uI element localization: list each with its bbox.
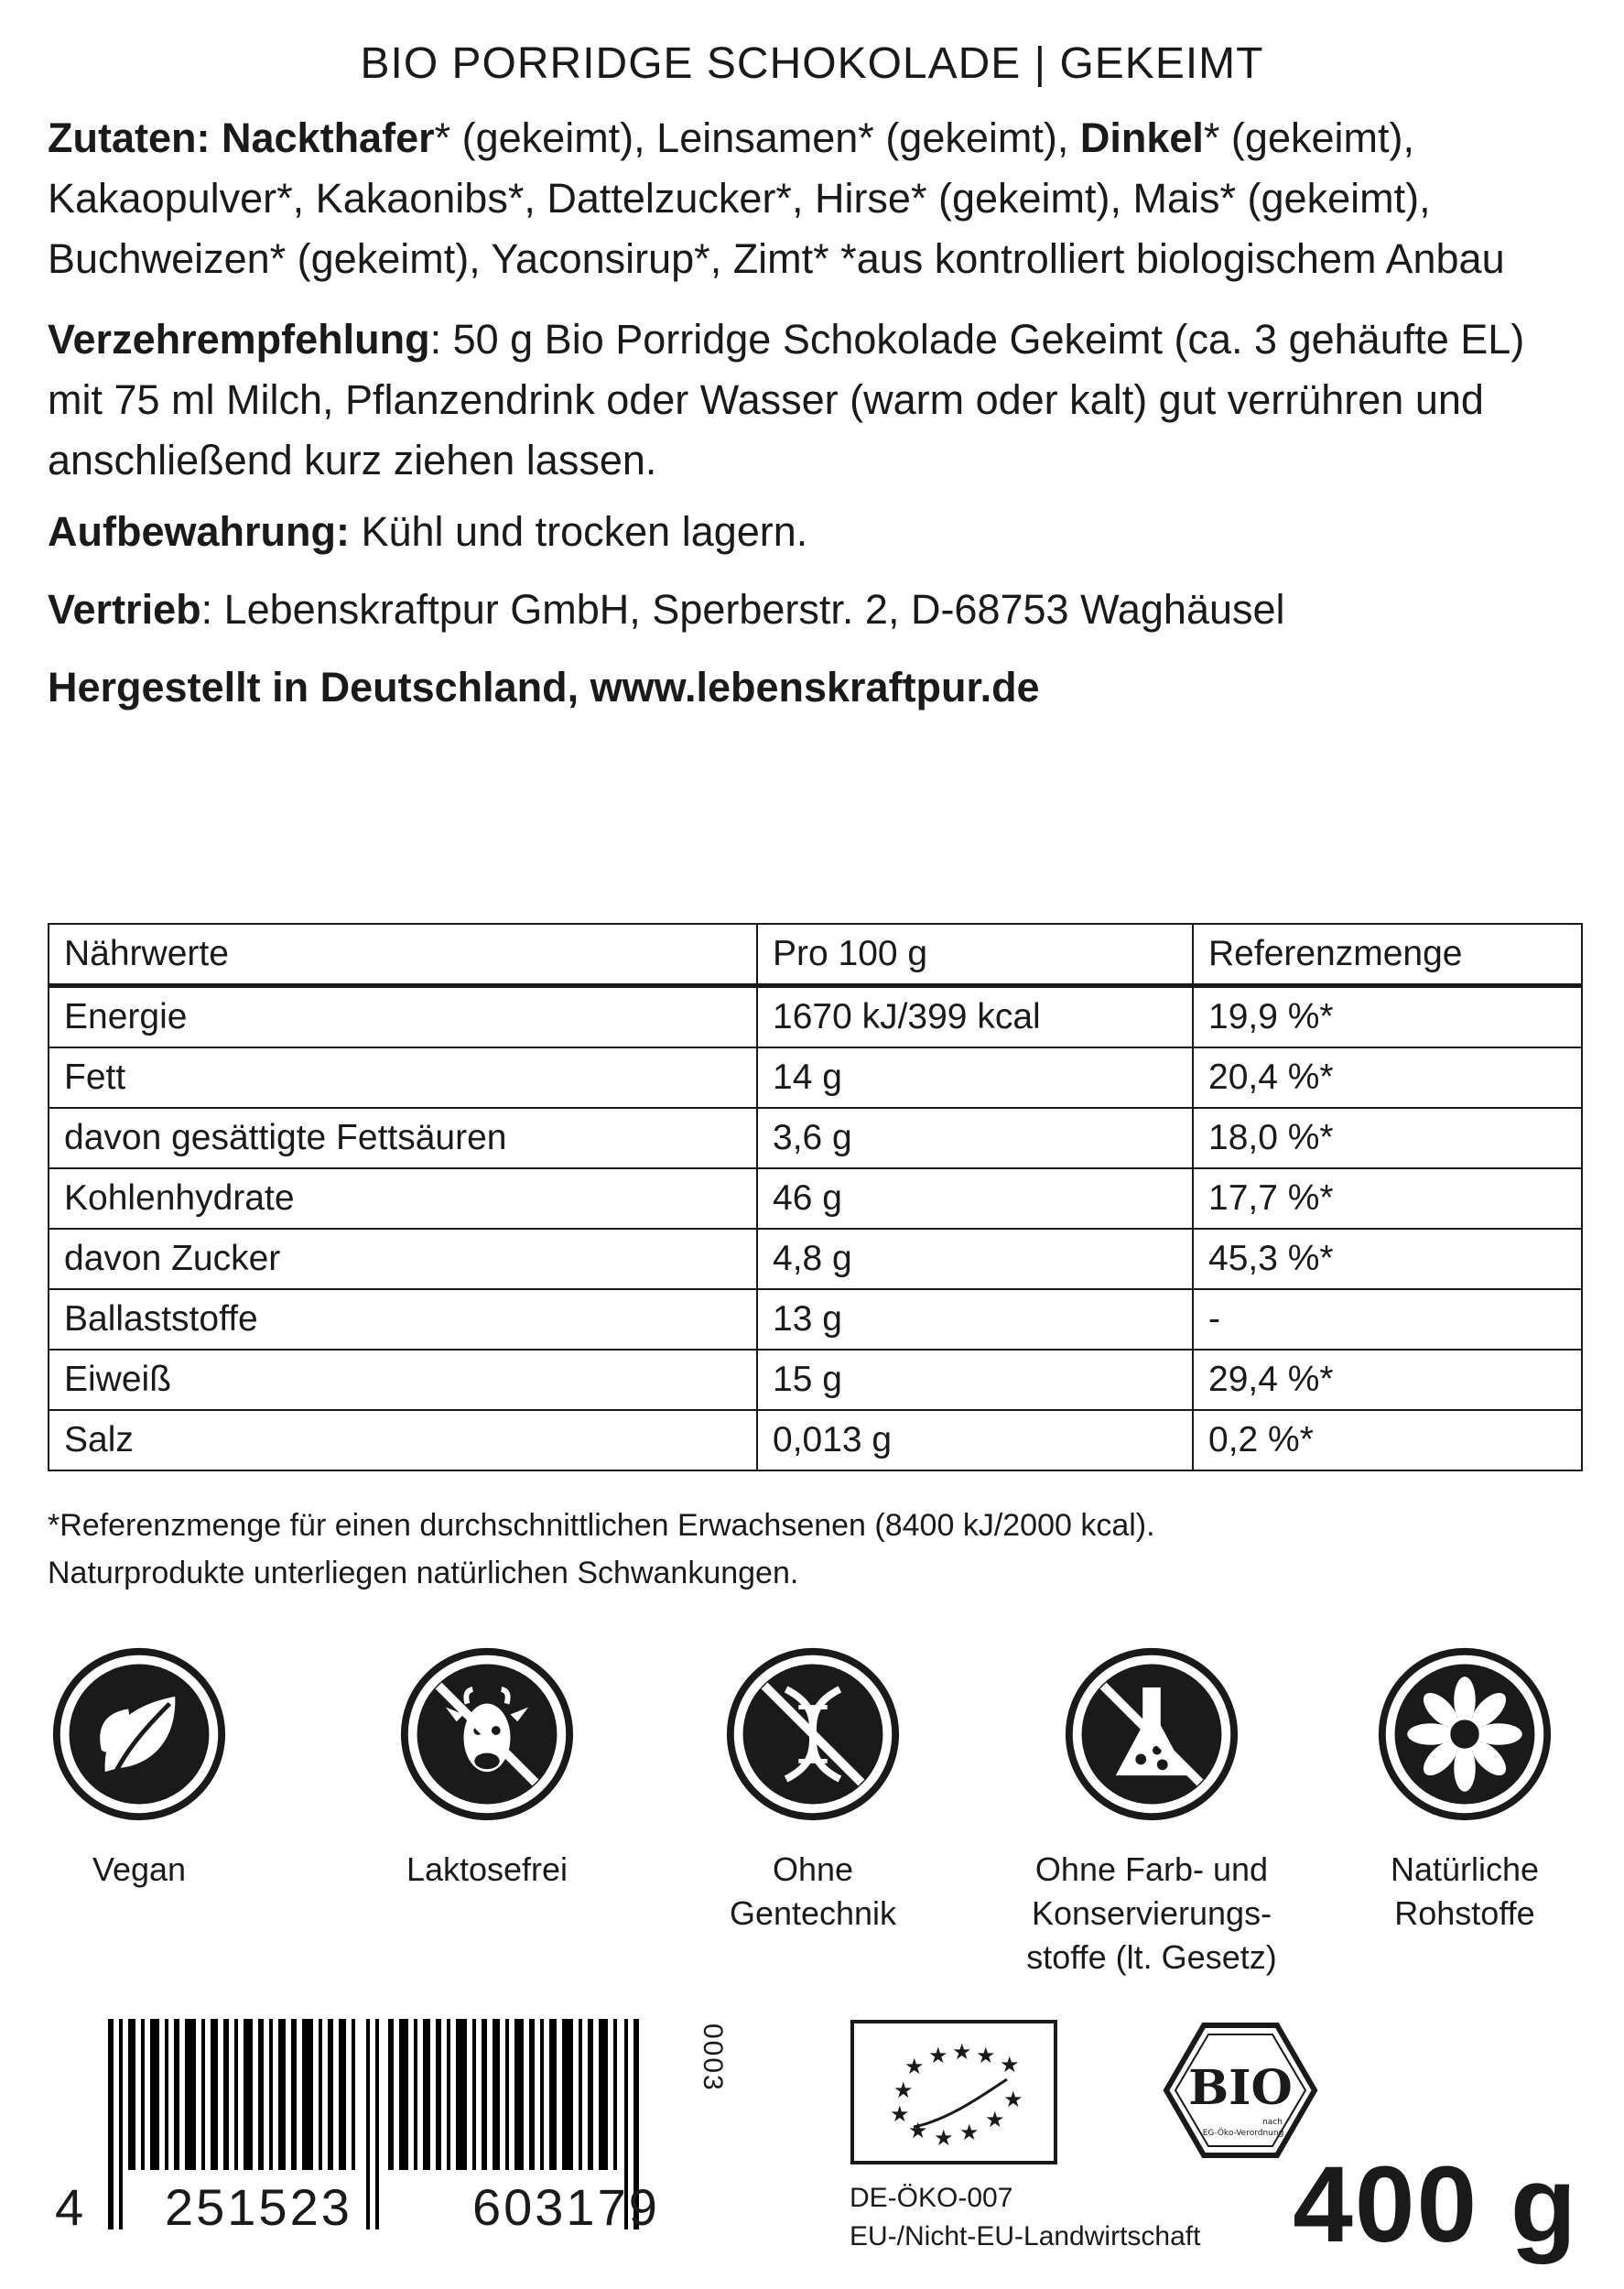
eu-control-code: DE-ÖKO-007 xyxy=(850,2183,1013,2213)
nutrient-name: Energie xyxy=(49,986,757,1048)
table-row xyxy=(49,986,1582,1048)
svg-text:★: ★ xyxy=(985,2107,1005,2132)
recommendation-label: Verzehrempfehlung xyxy=(48,316,430,363)
nutrient-value: 3,6 g xyxy=(757,1108,1193,1168)
svg-text:★: ★ xyxy=(976,2043,996,2068)
badge-vegan xyxy=(2,1644,276,1892)
nutrient-value: 1670 kJ/399 kcal xyxy=(757,986,1193,1048)
badge-natural-label: Natürliche Rohstoffe xyxy=(1390,1850,1540,1932)
recommendation xyxy=(48,309,1586,491)
svg-text:★: ★ xyxy=(1000,2052,1020,2077)
ingredient-nackthafer: Nackthafer xyxy=(222,114,435,161)
nutrient-reference: 29,4 %* xyxy=(1193,1350,1582,1410)
svg-text:★: ★ xyxy=(959,2120,980,2145)
nutrient-value: 4,8 g xyxy=(757,1229,1193,1289)
nutrient-reference: 0,2 %* xyxy=(1193,1410,1582,1470)
header-naehrwerte: Nährwerte xyxy=(49,924,757,986)
ingredients-text-2: * (gekeimt), Kakaopulver*, Kakaonibs*, Dattelzucker*, Hirse* (gekeimt), Mais* (gekeimt), Buchweizen* (gekeimt), Yaconsirup*, Zimt* *aus kontrolliert biologischem Anbau xyxy=(48,114,1505,282)
bio-seal-line-2: EG-Öko-Verordnung xyxy=(1202,2129,1284,2138)
eu-origin: EU-/Nicht-EU-Landwirtschaft xyxy=(850,2221,1201,2251)
svg-text:★: ★ xyxy=(934,2125,954,2151)
table-row xyxy=(49,1168,1582,1229)
nutrient-reference: 17,7 %* xyxy=(1193,1168,1582,1229)
nutrient-name: Fett xyxy=(49,1047,757,1108)
nutrient-name: davon Zucker xyxy=(49,1229,757,1289)
svg-text:★: ★ xyxy=(890,2101,910,2127)
badge-vegan-label: Vegan xyxy=(92,1850,187,1888)
distributor-text: : Lebenskraftpur GmbH, Sperberstr. 2, D-68753 Waghäusel xyxy=(200,586,1285,633)
barcode-group-1: 251523 xyxy=(165,2178,352,2236)
table-row xyxy=(49,1410,1582,1470)
table-row xyxy=(49,1047,1582,1108)
ingredients-text-1: * (gekeimt), Leinsamen* (gekeimt), xyxy=(434,114,1080,161)
footnote-natural: Naturprodukte unterliegen natürlichen Schwankungen. xyxy=(48,1556,799,1590)
distributor-label: Vertrieb xyxy=(48,586,201,633)
barcode-group-2: 603179 xyxy=(472,2178,660,2236)
made-in xyxy=(48,657,1586,718)
ingredient-dinkel: Dinkel xyxy=(1079,114,1204,161)
storage-text: Kühl und trocken lagern. xyxy=(349,508,808,555)
no-cow-icon xyxy=(397,1644,577,1824)
svg-text:★: ★ xyxy=(908,2118,928,2143)
nutrient-value: 14 g xyxy=(757,1047,1193,1108)
ingredients xyxy=(48,108,1586,289)
badge-lactose-free-label: Laktosefrei xyxy=(406,1850,568,1888)
nutrient-name: davon gesättigte Fettsäuren xyxy=(49,1108,757,1168)
svg-text:★: ★ xyxy=(893,2077,914,2103)
nutrient-name: Eiweiß xyxy=(49,1350,757,1410)
eu-organic-logo xyxy=(850,2019,1058,2165)
bio-seal-line-1: nach xyxy=(1262,2118,1283,2127)
storage xyxy=(48,502,1586,562)
product-title: BIO PORRIDGE SCHOKOLADE | GEKEIMT xyxy=(360,39,1264,88)
footnote-reference: *Referenzmenge für einen durchschnittlichen Erwachsenen (8400 kJ/2000 kcal). xyxy=(48,1508,1155,1543)
storage-label: Aufbewahrung: xyxy=(48,508,350,555)
nutrient-reference: 18,0 %* xyxy=(1193,1108,1582,1168)
badge-natural xyxy=(1327,1644,1602,1936)
table-row xyxy=(49,1108,1582,1168)
nutrition-header-row xyxy=(49,924,1582,986)
made-in-text: Hergestellt in Deutschland, www.lebenskraftpur.de xyxy=(48,664,1040,711)
bio-seal-word: BIO xyxy=(1188,2060,1293,2116)
barcode-side-number: 0003 xyxy=(698,2023,728,2092)
nutrient-value: 0,013 g xyxy=(757,1410,1193,1470)
nutrient-name: Kohlenhydrate xyxy=(49,1168,757,1229)
eu-label-text xyxy=(850,2179,1200,2256)
badge-lactose-free xyxy=(350,1644,624,1892)
nutrition-table xyxy=(48,923,1583,1471)
nutrient-value: 15 g xyxy=(757,1350,1193,1410)
table-row xyxy=(49,1289,1582,1350)
bio-seal-logo xyxy=(1163,2022,1318,2159)
badge-no-gmo xyxy=(676,1644,950,1936)
nutrient-value: 46 g xyxy=(757,1168,1193,1229)
nutrient-reference: - xyxy=(1193,1289,1582,1350)
badge-no-additives xyxy=(1014,1644,1289,1980)
svg-text:★: ★ xyxy=(904,2054,925,2079)
ingredients-label: Zutaten: xyxy=(48,114,211,161)
svg-text:★: ★ xyxy=(1003,2087,1023,2112)
recommendation-text: : 50 g Bio Porridge Schokolade Gekeimt (ca. 3 gehäufte EL) mit 75 ml Milch, Pflanzendrink oder Wasser (warm oder kalt) gut verrühren und anschließend kurz ziehen lassen. xyxy=(48,316,1525,483)
badge-no-gmo-label: Ohne Gentechnik xyxy=(729,1850,897,1932)
no-flask-icon xyxy=(1062,1644,1241,1824)
no-dna-icon xyxy=(723,1644,903,1824)
leaf-icon xyxy=(49,1644,229,1824)
nutrient-name: Salz xyxy=(49,1410,757,1470)
header-pro-100g: Pro 100 g xyxy=(757,924,1193,986)
flower-icon xyxy=(1375,1644,1554,1824)
svg-text:★: ★ xyxy=(928,2043,948,2068)
header-referenzmenge: Referenzmenge xyxy=(1193,924,1582,986)
nutrient-reference: 20,4 %* xyxy=(1193,1047,1582,1108)
table-row xyxy=(49,1350,1582,1410)
nutrient-reference: 19,9 %* xyxy=(1193,986,1582,1048)
table-row xyxy=(49,1229,1582,1289)
footnotes xyxy=(48,1502,1512,1597)
badge-no-additives-label: Ohne Farb- und Konservierungs- stoffe (lt. Gesetz) xyxy=(1026,1850,1277,1976)
nutrient-name: Ballaststoffe xyxy=(49,1289,757,1350)
nutrient-value: 13 g xyxy=(757,1289,1193,1350)
net-weight: 400 g xyxy=(1293,2144,1578,2265)
nutrient-reference: 45,3 %* xyxy=(1193,1229,1582,1289)
barcode-digit-first: 4 xyxy=(55,2178,87,2236)
svg-text:★: ★ xyxy=(952,2039,972,2065)
distributor xyxy=(48,580,1586,640)
